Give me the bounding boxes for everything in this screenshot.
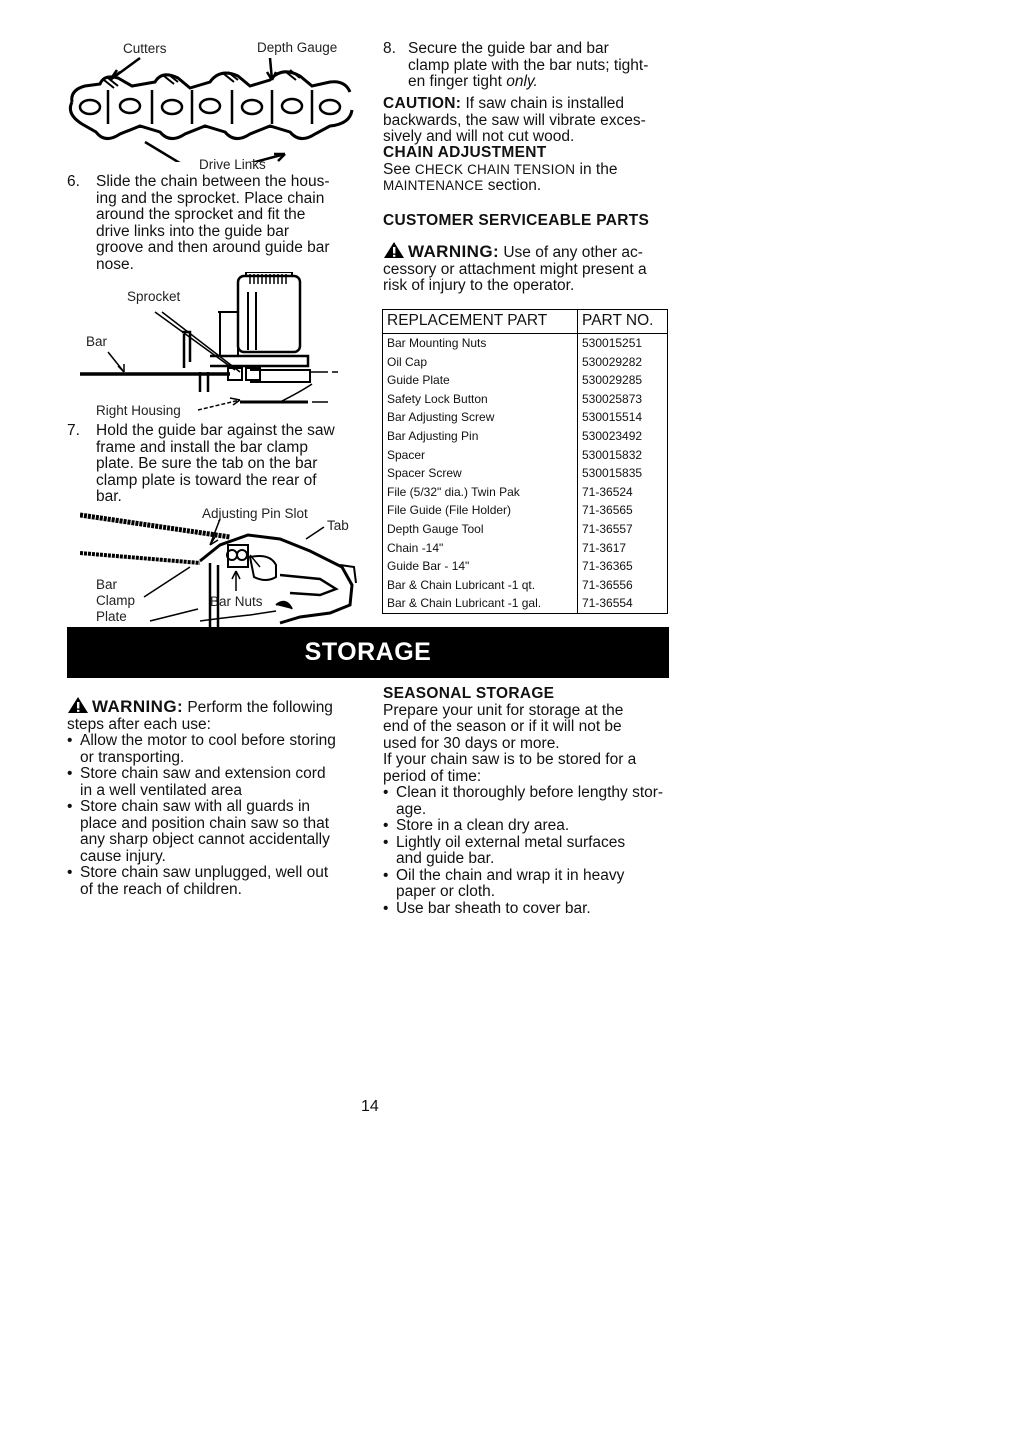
bullet-line: place and position chain saw so that	[80, 814, 330, 832]
bullet-line: • Clean it thoroughly before lengthy stor-	[396, 784, 664, 801]
step-8-line-3-prefix: en finger tight	[408, 73, 507, 90]
bullet-line: of the reach of children.	[80, 880, 242, 898]
table-row	[383, 408, 668, 427]
table-row	[383, 576, 668, 595]
storage-warning-line-2: steps after each use:	[67, 715, 211, 733]
caution-text: If saw chain is installed	[461, 95, 624, 112]
step-6	[67, 174, 367, 273]
chain-adjustment-section	[383, 145, 683, 195]
chain-adjustment-see: See	[383, 160, 415, 178]
bullet-line: • Oil the chain and wrap it in heavy	[396, 866, 625, 884]
step-6-line: Slide the chain between the hous-	[96, 173, 330, 190]
bullet-line: • Store chain saw and extension cord	[80, 765, 326, 782]
chain-adjustment-line-1	[383, 162, 683, 179]
step-6-line: drive links into the guide bar	[96, 222, 290, 240]
part-number: 71-36365	[578, 557, 668, 576]
part-name: File (5/32" dia.) Twin Pak	[383, 483, 578, 502]
parts-warning-label: WARNING:	[408, 242, 500, 261]
sprocket-illustration	[80, 272, 360, 422]
replacement-part-header: REPLACEMENT PART	[383, 310, 578, 334]
table-row	[383, 557, 668, 576]
bullet-line: • Allow the motor to cool before storing	[80, 732, 336, 749]
bullet-line: • Store chain saw unplugged, well out	[80, 864, 329, 881]
list-item	[383, 785, 683, 818]
list-item	[383, 818, 683, 835]
chain-adjustment-line-2	[383, 178, 683, 195]
list-item	[67, 865, 367, 898]
part-number: 71-3617	[578, 539, 668, 558]
step-7-line: bar.	[96, 488, 122, 505]
table-row	[383, 520, 668, 539]
table-row	[383, 464, 668, 483]
step-7	[67, 423, 367, 506]
bullet-line: cause injury.	[80, 847, 166, 865]
table-row	[383, 594, 668, 613]
chain-adjustment-heading: CHAIN ADJUSTMENT	[383, 144, 547, 161]
parts-warning-line-1	[383, 241, 683, 262]
storage-warning-text: Perform the following	[183, 699, 333, 716]
step-8-line: clamp plate with the bar nuts; tight-	[408, 56, 649, 74]
right-housing-label: Right Housing	[96, 403, 181, 418]
warning-icon	[383, 241, 405, 259]
page-number: 14	[361, 1098, 379, 1115]
step-6-line: around the sprocket and fit the	[96, 206, 306, 223]
part-name: Bar Adjusting Screw	[383, 408, 578, 427]
step-6-line: ing and the sprocket. Place chain	[96, 189, 325, 207]
part-name: Spacer Screw	[383, 464, 578, 483]
table-row	[383, 353, 668, 372]
part-number: 71-36556	[578, 576, 668, 595]
table-row	[383, 446, 668, 465]
seasonal-storage-heading: SEASONAL STORAGE	[383, 685, 555, 702]
bullet-line: any sharp object cannot accidentally	[80, 831, 330, 848]
bar-clamp-plate-line: Bar	[96, 577, 118, 592]
chain-figure	[60, 38, 360, 173]
caution-line-1	[383, 96, 683, 113]
part-number: 71-36557	[578, 520, 668, 539]
caution-paragraph	[383, 96, 683, 146]
warning-icon	[67, 696, 89, 714]
part-name: File Guide (File Holder)	[383, 501, 578, 520]
part-number: 530015251	[578, 334, 668, 353]
part-number: 530029282	[578, 353, 668, 372]
bar-label: Bar	[86, 334, 108, 349]
table-row	[383, 483, 668, 502]
part-number: 71-36524	[578, 483, 668, 502]
part-name: Guide Plate	[383, 371, 578, 390]
storage-banner: STORAGE	[67, 627, 669, 678]
seasonal-storage	[383, 686, 683, 917]
seasonal-line: used for 30 days or more.	[383, 734, 560, 752]
step-6-line: nose.	[96, 255, 134, 273]
saw-chain-illustration	[60, 52, 360, 162]
step-7-line: plate. Be sure the tab on the bar	[96, 455, 318, 472]
bar-clamp-figure	[80, 505, 365, 627]
bullet-line: • Lightly oil external metal surfaces	[396, 833, 626, 851]
part-name: Bar & Chain Lubricant -1 gal.	[383, 594, 578, 613]
bar-clamp-plate-line: Plate	[96, 609, 127, 624]
seasonal-line: Prepare your unit for storage at the	[383, 701, 624, 719]
step-8	[383, 41, 683, 91]
part-number: 530023492	[578, 427, 668, 446]
check-chain-tension-ref: CHECK CHAIN TENSION	[414, 161, 576, 177]
storage-warning-line-1	[67, 696, 367, 717]
bullet-line: or transporting.	[80, 748, 185, 766]
step-7-number: 7.	[67, 422, 80, 439]
table-row	[383, 539, 668, 558]
table-row	[383, 427, 668, 446]
list-item	[383, 835, 683, 868]
bullet-line: • Store chain saw with all guards in	[80, 798, 311, 815]
step-8-number: 8.	[383, 40, 396, 57]
drive-links-label: Drive Links	[199, 157, 266, 172]
step-6-number: 6.	[67, 173, 80, 190]
seasonal-bullet-list	[383, 785, 683, 917]
sprocket-label: Sprocket	[127, 289, 181, 304]
caution-line: sively and will not cut wood.	[383, 128, 575, 145]
chain-adjustment-section-word: section.	[483, 177, 542, 194]
bar-nuts-label: Bar Nuts	[210, 594, 263, 609]
table-row	[383, 371, 668, 390]
caution-label: CAUTION:	[383, 95, 462, 112]
part-name: Safety Lock Button	[383, 390, 578, 409]
part-number: 530015514	[578, 408, 668, 427]
step-7-line: Hold the guide bar against the saw	[96, 422, 335, 439]
part-number: 530029285	[578, 371, 668, 390]
part-name: Guide Bar - 14"	[383, 557, 578, 576]
replacement-parts-table	[382, 309, 668, 614]
step-8-line-3	[408, 74, 683, 91]
list-item	[383, 901, 683, 918]
sprocket-figure	[80, 272, 360, 422]
customer-parts-heading: CUSTOMER SERVICEABLE PARTS	[383, 212, 650, 229]
step-7-line: frame and install the bar clamp	[96, 438, 308, 456]
list-item	[67, 733, 367, 766]
step-6-line: groove and then around guide bar	[96, 239, 330, 256]
adjusting-pin-slot-label: Adjusting Pin Slot	[202, 506, 308, 521]
depth-gauge-label: Depth Gauge	[257, 40, 338, 55]
bar-clamp-plate-line: Clamp	[96, 593, 136, 608]
storage-bullet-list	[67, 733, 367, 898]
part-name: Depth Gauge Tool	[383, 520, 578, 539]
step-8-line: Secure the guide bar and bar	[408, 40, 609, 57]
table-row	[383, 334, 668, 353]
bullet-line: and guide bar.	[396, 850, 495, 867]
storage-warning	[67, 696, 367, 898]
seasonal-line: end of the season or if it will not be	[383, 718, 622, 735]
step-7-line: clamp plate is toward the rear of	[96, 471, 317, 489]
seasonal-line: period of time:	[383, 767, 482, 785]
part-number: 530025873	[578, 390, 668, 409]
table-row	[383, 390, 668, 409]
table-row	[383, 501, 668, 520]
table-header-row	[383, 310, 668, 334]
bullet-line: age.	[396, 800, 427, 818]
tab-label: Tab	[327, 518, 349, 533]
cutters-label: Cutters	[123, 41, 167, 56]
part-name: Chain -14"	[383, 539, 578, 558]
parts-warning-text: Use of any other ac-	[499, 244, 643, 261]
parts-warning-line: cessory or attachment might present a	[383, 260, 647, 278]
part-number-header: PART NO.	[578, 310, 668, 334]
caution-line: backwards, the saw will vibrate exces-	[383, 111, 646, 129]
list-item	[383, 868, 683, 901]
parts-warning	[383, 241, 683, 295]
bullet-line: • Use bar sheath to cover bar.	[396, 899, 591, 917]
bullet-line: paper or cloth.	[396, 883, 496, 900]
part-number: 530015832	[578, 446, 668, 465]
part-name: Bar Mounting Nuts	[383, 334, 578, 353]
part-name: Bar & Chain Lubricant -1 qt.	[383, 576, 578, 595]
part-number: 71-36554	[578, 594, 668, 613]
bar-clamp-illustration	[80, 505, 365, 627]
part-number: 71-36565	[578, 501, 668, 520]
parts-warning-line: risk of injury to the operator.	[383, 277, 575, 294]
bullet-line: in a well ventilated area	[80, 781, 242, 799]
storage-warning-label: WARNING:	[92, 697, 184, 716]
part-number: 530015835	[578, 464, 668, 483]
bullet-line: • Store in a clean dry area.	[396, 817, 570, 834]
maintenance-ref: MAINTENANCE	[383, 178, 484, 193]
part-name: Oil Cap	[383, 353, 578, 372]
chain-adjustment-in-the: in the	[575, 160, 618, 178]
seasonal-line: If your chain saw is to be stored for a	[383, 751, 637, 768]
step-8-emphasis: only.	[506, 73, 538, 90]
list-item	[67, 799, 367, 865]
list-item	[67, 766, 367, 799]
part-name: Spacer	[383, 446, 578, 465]
part-name: Bar Adjusting Pin	[383, 427, 578, 446]
